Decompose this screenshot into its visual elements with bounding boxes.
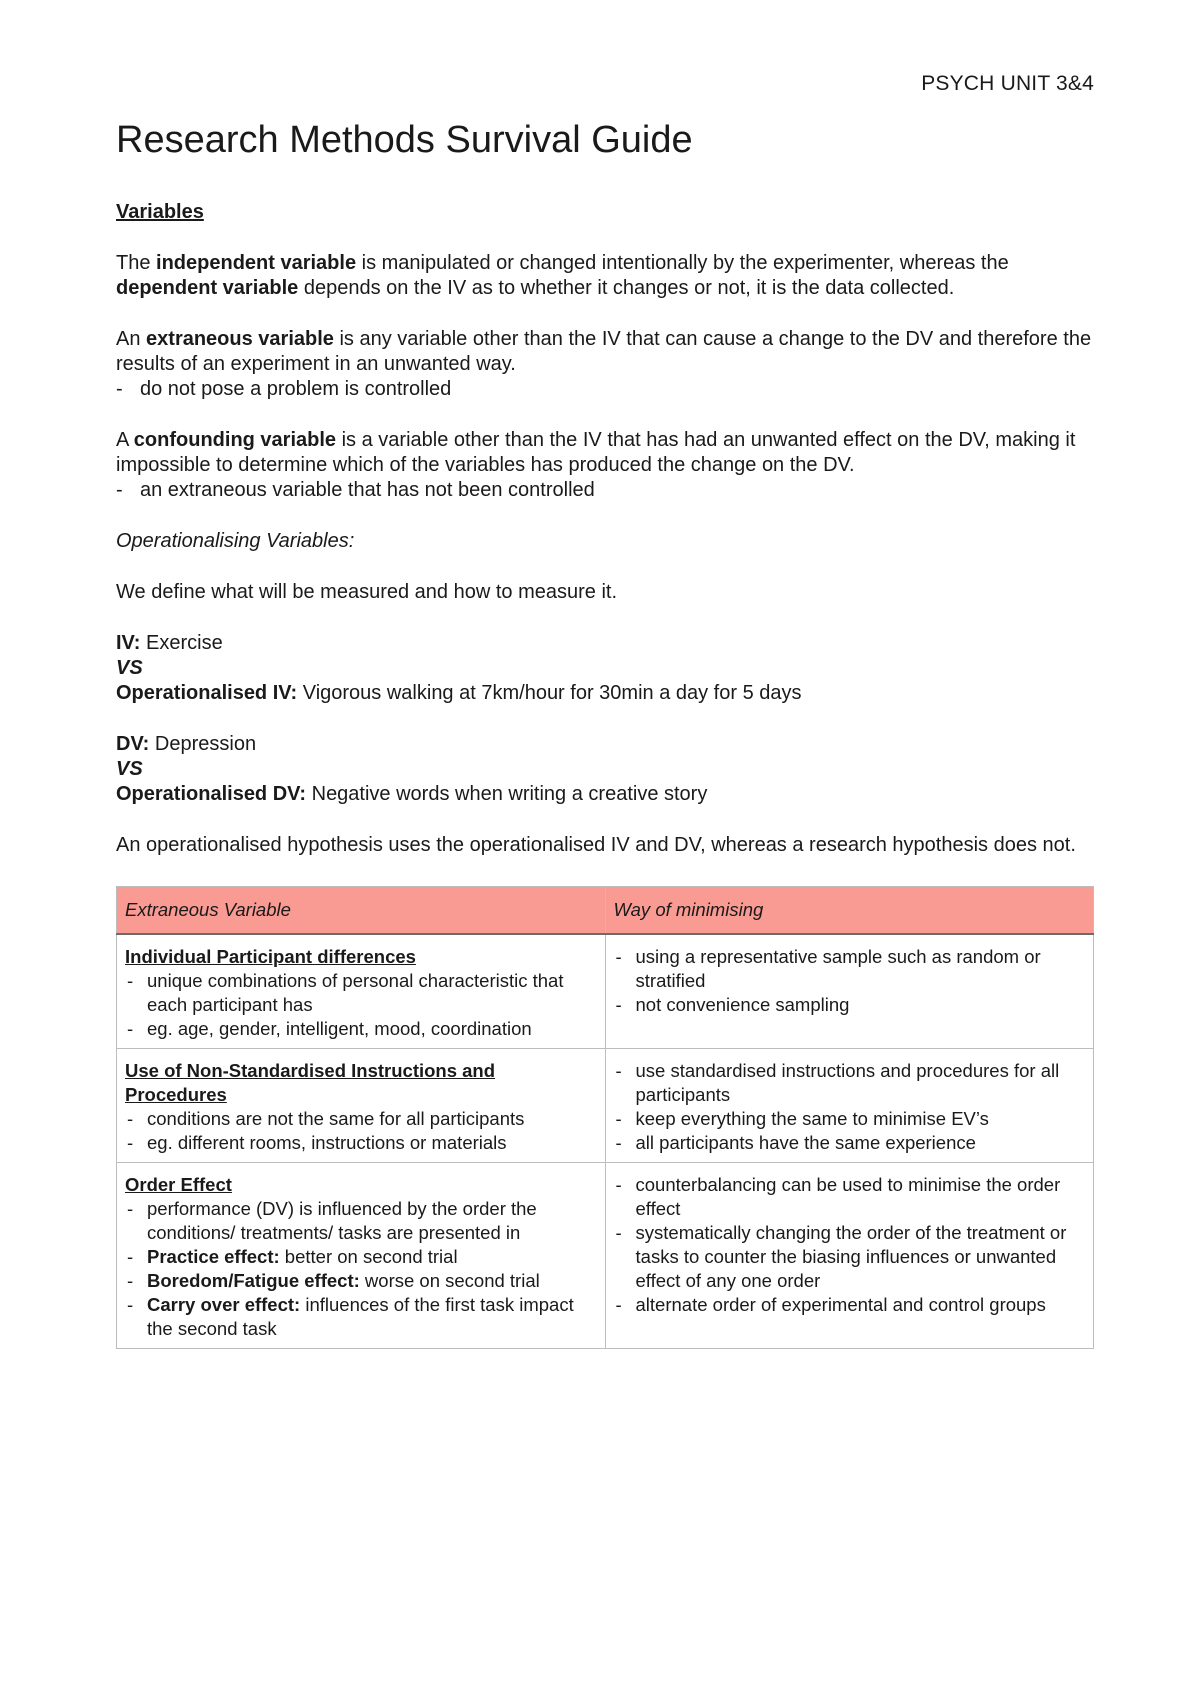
operationalising-heading: Operationalising Variables:	[116, 530, 355, 552]
list-item: - unique combinations of personal characteristic that each participant has	[125, 969, 597, 1017]
text-run: is manipulated or changed intentionally by the experimenter, whereas the	[356, 252, 1009, 274]
operationalised-iv-label: Operationalised IV:	[116, 682, 298, 704]
operationalised-dv-label: Operationalised DV:	[116, 783, 307, 805]
iv-label: IV:	[116, 632, 141, 654]
list-item: - eg. different rooms, instructions or materials	[125, 1131, 597, 1155]
dv-value: Depression	[149, 733, 257, 755]
section-heading-variables: Variables	[116, 201, 204, 223]
list-item: - systematically changing the order of the treatment or tasks to counter the biasing influences or unwanted effect of any one order	[614, 1221, 1085, 1293]
hypothesis-note: An operationalised hypothesis uses the operationalised IV and DV, whereas a research hypothesis does not.	[116, 834, 1076, 856]
operationalising-intro: We define what will be measured and how to measure it.	[116, 581, 618, 603]
table-cell	[117, 1163, 606, 1349]
table-cell	[117, 934, 606, 1049]
effect-description: worse on second trial	[359, 1270, 540, 1291]
document-body	[116, 114, 1096, 1349]
effect-name: Carry over effect:	[147, 1294, 301, 1315]
table-cell	[605, 1163, 1093, 1349]
list-item	[125, 1293, 597, 1341]
table-header-row	[117, 887, 1094, 935]
vs-label: VS	[116, 657, 143, 679]
iv-value: Exercise	[140, 632, 223, 654]
operationalised-iv-value: Vigorous walking at 7km/hour for 30min a day for 5 days	[297, 682, 802, 704]
row-title: Order Effect	[125, 1174, 232, 1195]
list-item: - eg. age, gender, intelligent, mood, coordination	[125, 1017, 597, 1041]
page-title: Research Methods Survival Guide	[116, 119, 693, 161]
iv-example	[116, 631, 1096, 706]
iv-definition	[116, 251, 1096, 301]
effect-description: better on second trial	[279, 1246, 458, 1267]
list-item: - keep everything the same to minimise EV’s	[614, 1107, 1085, 1131]
text-run: The	[116, 252, 157, 274]
list-item: - not convenience sampling	[614, 993, 1085, 1017]
effect-name: Practice effect:	[147, 1246, 280, 1267]
list-item: - performance (DV) is influenced by the order the conditions/ treatments/ tasks are presented in	[125, 1197, 597, 1245]
list-item: - using a representative sample such as random or stratified	[614, 945, 1085, 993]
vs-label: VS	[116, 758, 143, 780]
ev-note: - do not pose a problem is controlled	[116, 377, 1096, 402]
text-run: depends on the IV as to whether it changes or not, it is the data collected.	[298, 277, 955, 299]
term-dependent-variable: dependent variable	[116, 277, 299, 299]
text-run: A	[116, 429, 134, 451]
table-cell	[117, 1049, 606, 1163]
dv-label: DV:	[116, 733, 150, 755]
text-run: is any variable other than the IV that can cause a change to the DV and therefore the results of an experiment in an unwanted way.	[116, 328, 1092, 375]
term-independent-variable: independent variable	[156, 252, 357, 274]
list-item	[125, 1269, 597, 1293]
table-row	[117, 934, 1094, 1049]
ev-definition	[116, 327, 1096, 377]
text-run: An	[116, 328, 147, 350]
cv-note: - an extraneous variable that has not been controlled	[116, 478, 1096, 503]
list-item: - use standardised instructions and procedures for all participants	[614, 1059, 1085, 1107]
row-title: Individual Participant differences	[125, 946, 416, 967]
table-cell	[605, 934, 1093, 1049]
operationalised-dv-value: Negative words when writing a creative story	[306, 783, 708, 805]
cv-definition	[116, 428, 1096, 478]
term-extraneous-variable: extraneous variable	[146, 328, 334, 350]
effect-description: influences of the first task impact the second task	[147, 1294, 574, 1339]
column-header: Extraneous Variable	[117, 887, 606, 935]
term-confounding-variable: confounding variable	[133, 429, 337, 451]
column-header: Way of minimising	[605, 887, 1093, 935]
list-item: - all participants have the same experience	[614, 1131, 1085, 1155]
table-cell	[605, 1049, 1093, 1163]
unit-tag: PSYCH UNIT 3&4	[921, 72, 1094, 95]
table-row	[117, 1163, 1094, 1349]
list-item: - counterbalancing can be used to minimise the order effect	[614, 1173, 1085, 1221]
extraneous-variables-table	[116, 886, 1094, 1349]
list-item	[125, 1245, 597, 1269]
table-row	[117, 1049, 1094, 1163]
dv-example	[116, 732, 1096, 807]
list-item: - conditions are not the same for all participants	[125, 1107, 597, 1131]
text-run: is a variable other than the IV that has had an unwanted effect on the DV, making it impossible to determine which of the variables has produced the change on the DV.	[116, 429, 1076, 476]
row-title: Use of Non-Standardised Instructions and Procedures	[125, 1060, 496, 1105]
effect-name: Boredom/Fatigue effect:	[147, 1270, 360, 1291]
list-item: - alternate order of experimental and control groups	[614, 1293, 1085, 1317]
